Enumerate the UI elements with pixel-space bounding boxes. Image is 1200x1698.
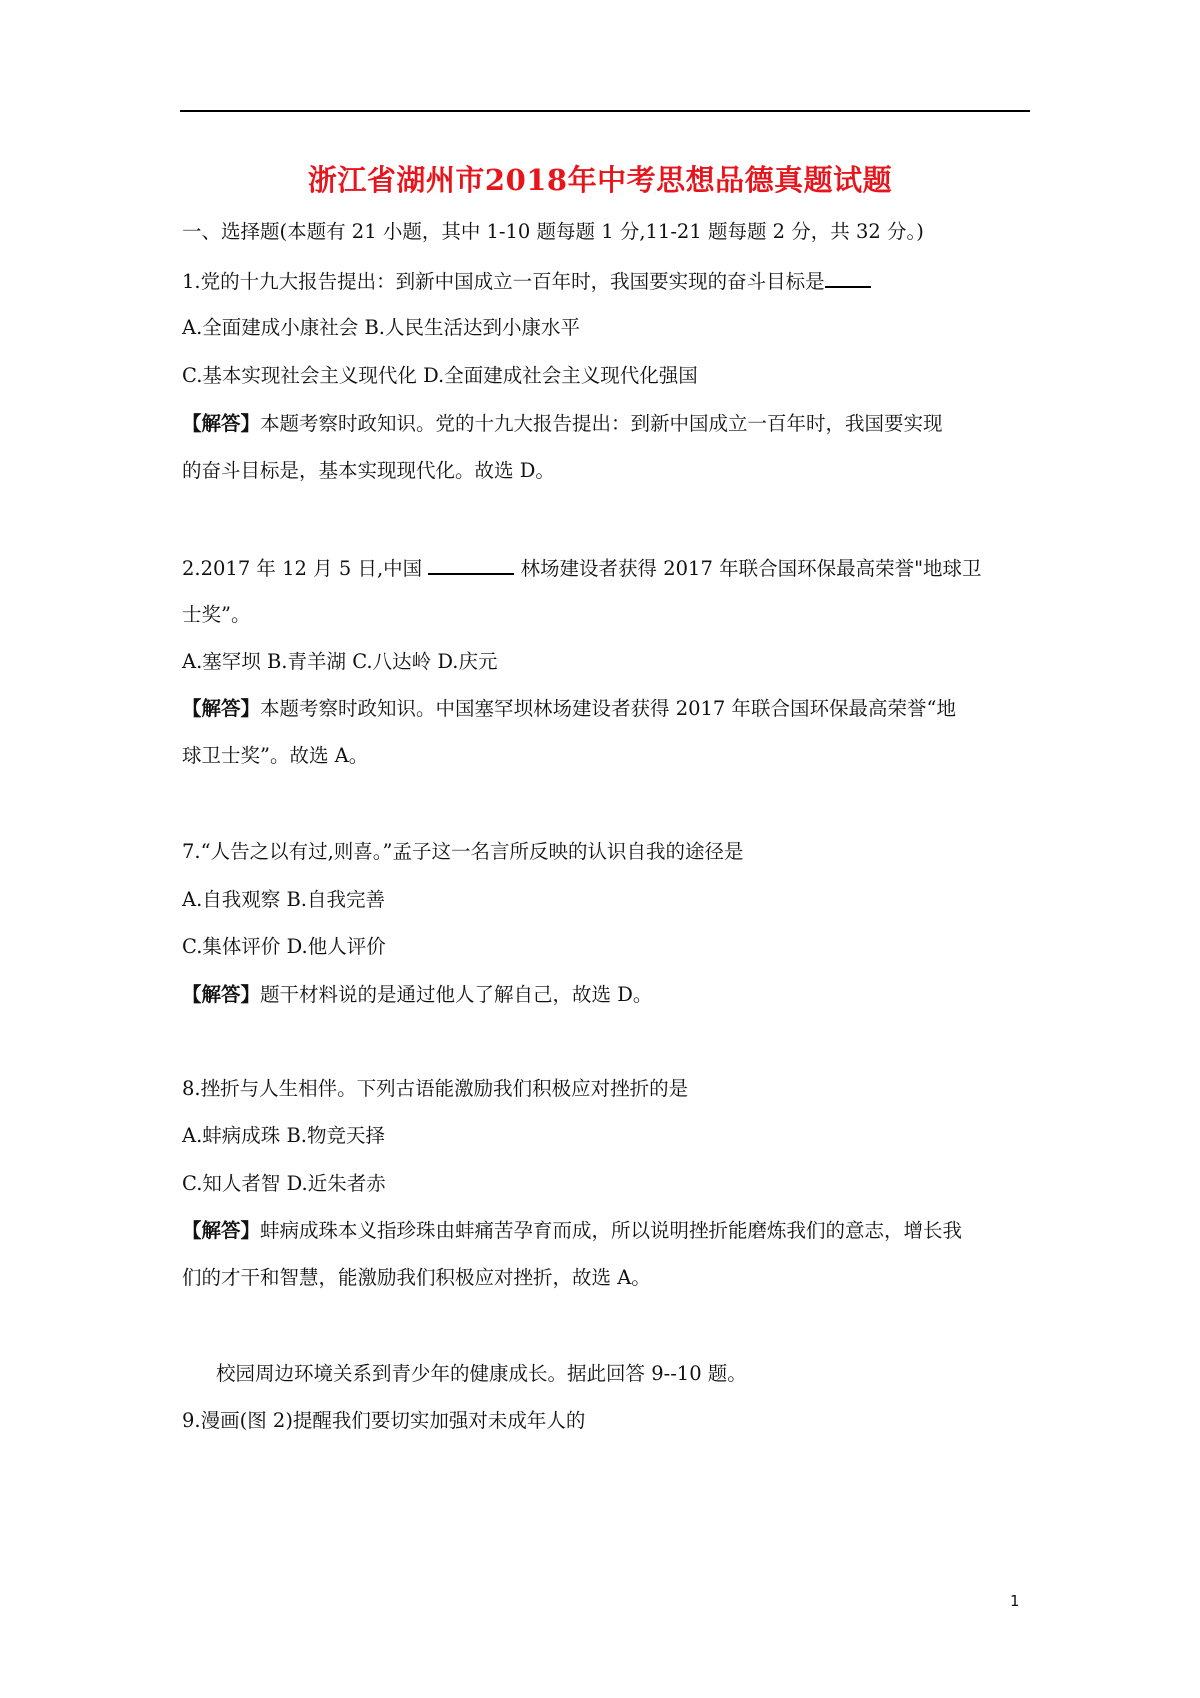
- question-8-answer-cont: 们的才干和智慧，能激励我们积极应对挫折，故选 A。: [182, 1266, 651, 1289]
- question-2-answer: [182, 697, 956, 721]
- document-title: 浙江省湖州市2018年中考思想品德真题试题: [307, 163, 893, 197]
- question-7-answer: [182, 983, 652, 1007]
- answer-tag: 【解答】: [182, 697, 261, 720]
- answer-tag: 【解答】: [182, 1219, 261, 1242]
- question-1-options-row-1: A.全面建成小康社会 B.人民生活达到小康水平: [182, 316, 581, 339]
- question-9-stem: 9.漫画(图 2)提醒我们要切实加强对未成年人的: [182, 1409, 586, 1432]
- section-header: 一、选择题(本题有 21 小题，其中 1-10 题每题 1 分,11-21 题每题 2 分，共 32 分。): [182, 220, 924, 243]
- question-2-answer-cont: 球卫士奖”。故选 A。: [182, 744, 369, 767]
- answer-tag: 【解答】: [182, 983, 261, 1006]
- question-8-answer-text: 蚌病成珠本义指珍珠由蚌痛苦孕育而成，所以说明挫折能磨炼我们的意志，增长我: [260, 1219, 963, 1242]
- page-number: 1: [1010, 1592, 1020, 1610]
- question-1-stem: [182, 268, 871, 294]
- question-2-stem-after: 林场建设者获得 2017 年联合国环保最高荣誉"地球卫: [514, 557, 982, 580]
- question-7-options-row-1: A.自我观察 B.自我完善: [182, 888, 386, 911]
- question-2-stem: [182, 555, 982, 581]
- question-9-intro: 校园周边环境关系到青少年的健康成长。据此回答 9--10 题。: [216, 1362, 747, 1385]
- answer-blank: [428, 555, 514, 575]
- question-2-options: A.塞罕坝 B.青羊湖 C.八达岭 D.庆元: [182, 650, 498, 673]
- answer-tag: 【解答】: [182, 412, 261, 435]
- question-2-stem-before: 2.2017 年 12 月 5 日,中国: [182, 557, 429, 580]
- question-8-stem: 8.挫折与人生相伴。下列古语能激励我们积极应对挫折的是: [182, 1077, 689, 1100]
- question-8-options-row-2: C.知人者智 D.近朱者赤: [182, 1172, 386, 1195]
- question-8-options-row-1: A.蚌病成珠 B.物竞天择: [182, 1124, 386, 1147]
- question-8-answer: [182, 1219, 962, 1243]
- top-rule: [180, 110, 1030, 112]
- question-7-options-row-2: C.集体评价 D.他人评价: [182, 935, 386, 958]
- question-1-options-row-2: C.基本实现社会主义现代化 D.全面建成社会主义现代化强国: [182, 364, 698, 387]
- question-7-answer-text: 题干材料说的是通过他人了解自己，故选 D。: [260, 983, 653, 1006]
- question-7-stem: 7.“人告之以有过,则喜。”孟子这一名言所反映的认识自我的途径是: [182, 840, 744, 863]
- question-2-stem-cont: 士奖”。: [182, 603, 251, 626]
- question-1-answer: [182, 412, 943, 436]
- question-1-stem-text: 1.党的十九大报告提出：到新中国成立一百年时，我国要实现的奋斗目标是: [182, 270, 825, 293]
- question-1-answer-cont: 的奋斗目标是，基本实现现代化。故选 D。: [182, 459, 555, 482]
- answer-blank: [825, 268, 871, 288]
- question-2-answer-text: 本题考察时政知识。中国塞罕坝林场建设者获得 2017 年联合国环保最高荣誉“地: [260, 697, 957, 720]
- question-1-answer-text: 本题考察时政知识。党的十九大报告提出：到新中国成立一百年时，我国要实现: [260, 412, 943, 435]
